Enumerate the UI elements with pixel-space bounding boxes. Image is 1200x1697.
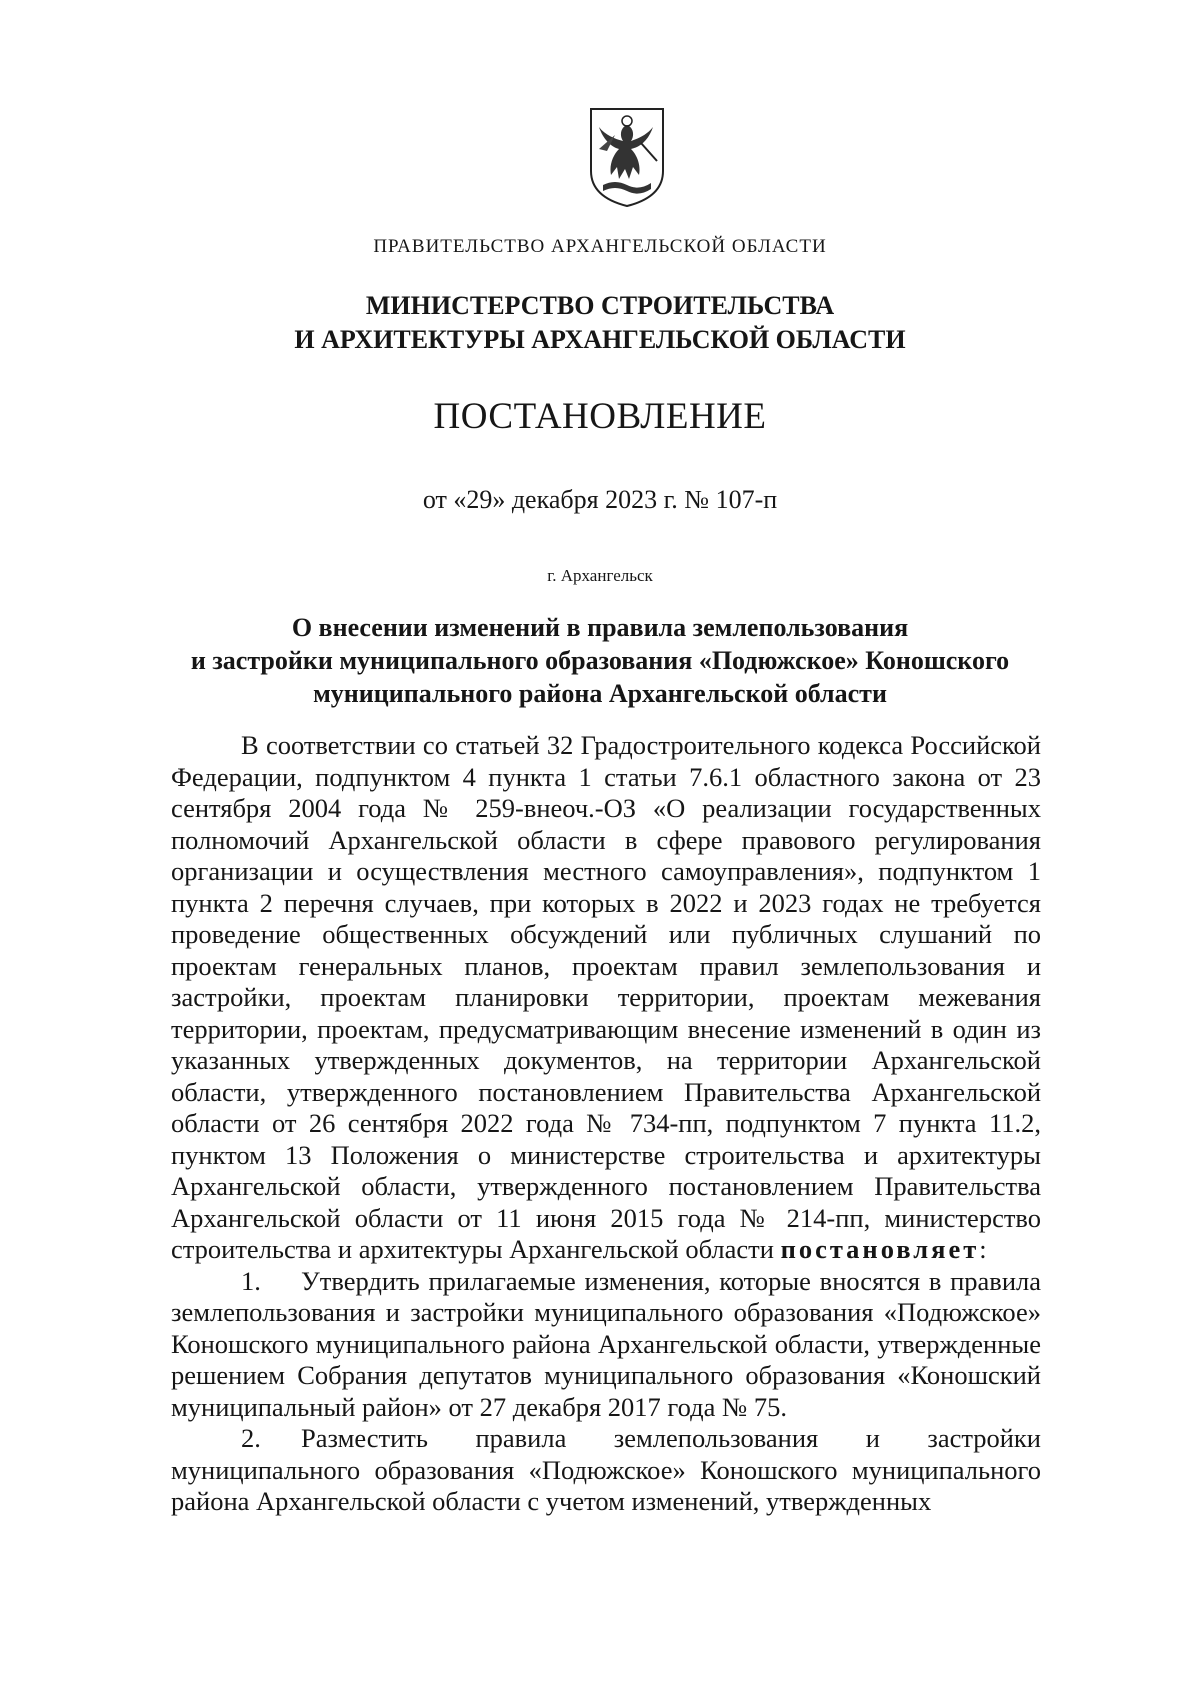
document-title-line3: муниципального района Архангельской области: [313, 679, 887, 708]
decree-colon: :: [979, 1234, 987, 1264]
item-1: [171, 1266, 1041, 1424]
decree-word: постановляет: [780, 1234, 980, 1264]
item-2-text: Разместить правила землепользования и застройки муниципального образования «Подюжское» Коношского муниципального района Архангельской области с учетом изменений, утвержденных: [171, 1423, 1041, 1516]
preamble-paragraph: [171, 730, 1041, 1266]
document-title: [0, 611, 1200, 710]
ministry-heading: [0, 289, 1200, 357]
document-title-line1: О внесении изменений в правила землепользования: [291, 613, 909, 642]
document-date-number: от «29» декабря 2023 г. № 107-п: [422, 485, 778, 514]
preamble-text: В соответствии со статьей 32 Градостроительного кодекса Российской Федерации, подпунктом 4 пункта 1 статьи 7.6.1 областного закона от 23 сентября 2004 года № 259-внеоч.-ОЗ «О реализации государственных полномочий Архангельской области в сфере правового регулирования организации и осуществления местного самоуправления», подпунктом 1 пункта 2 перечня случаев, при которых в 2022 и 2023 годах не требуется проведение общественных обсуждений или публичных слушаний по проектам генеральных планов, проектам правил землепользования и застройки, проектам планировки территории, проектам межевания территории, проектам, предусматривающим внесение изменений в один из указанных утвержденных документов, на территории Архангельской области, утвержденного постановлением Правительства Архангельской области от 26 сентября 2022 года № 734-пп, подпунктом 7 пункта 11.2, пунктом 13 Положения о министерстве строительства и архитектуры Архангельской области, утвержденного постановлением Правительства Архангельской области от 11 июня 2015 года № 214-пп, министерство строительства и архитектуры Архангельской области: [171, 730, 1041, 1264]
document-type: ПОСТАНОВЛЕНИЕ: [433, 396, 767, 437]
item-2: [171, 1423, 1041, 1518]
item-1-text: Утвердить прилагаемые изменения, которые вносятся в правила землепользования и застройки муниципального образования «Подюжское» Коношского муниципального района Архангельской области, утвержденные решением Собрания депутатов муниципального образования «Коношский муниципальный район» от 27 декабря 2017 года № 75.: [171, 1265, 1041, 1422]
item-1-number: 1.: [241, 1265, 261, 1296]
item-2-number: 2.: [241, 1423, 261, 1453]
document-city: г. Архангельск: [547, 566, 653, 585]
ministry-heading-line1: МИНИСТЕРСТВО СТРОИТЕЛЬСТВА: [365, 291, 835, 320]
document-body: [171, 730, 1041, 1518]
archangel-coat-of-arms-icon: [585, 105, 669, 209]
document-title-line2: и застройки муниципального образования «Подюжское» Коношского: [190, 646, 1010, 675]
ministry-heading-line2: И АРХИТЕКТУРЫ АРХАНГЕЛЬСКОЙ ОБЛАСТИ: [294, 325, 906, 354]
government-heading: ПРАВИТЕЛЬСТВО АРХАНГЕЛЬСКОЙ ОБЛАСТИ: [373, 236, 827, 257]
